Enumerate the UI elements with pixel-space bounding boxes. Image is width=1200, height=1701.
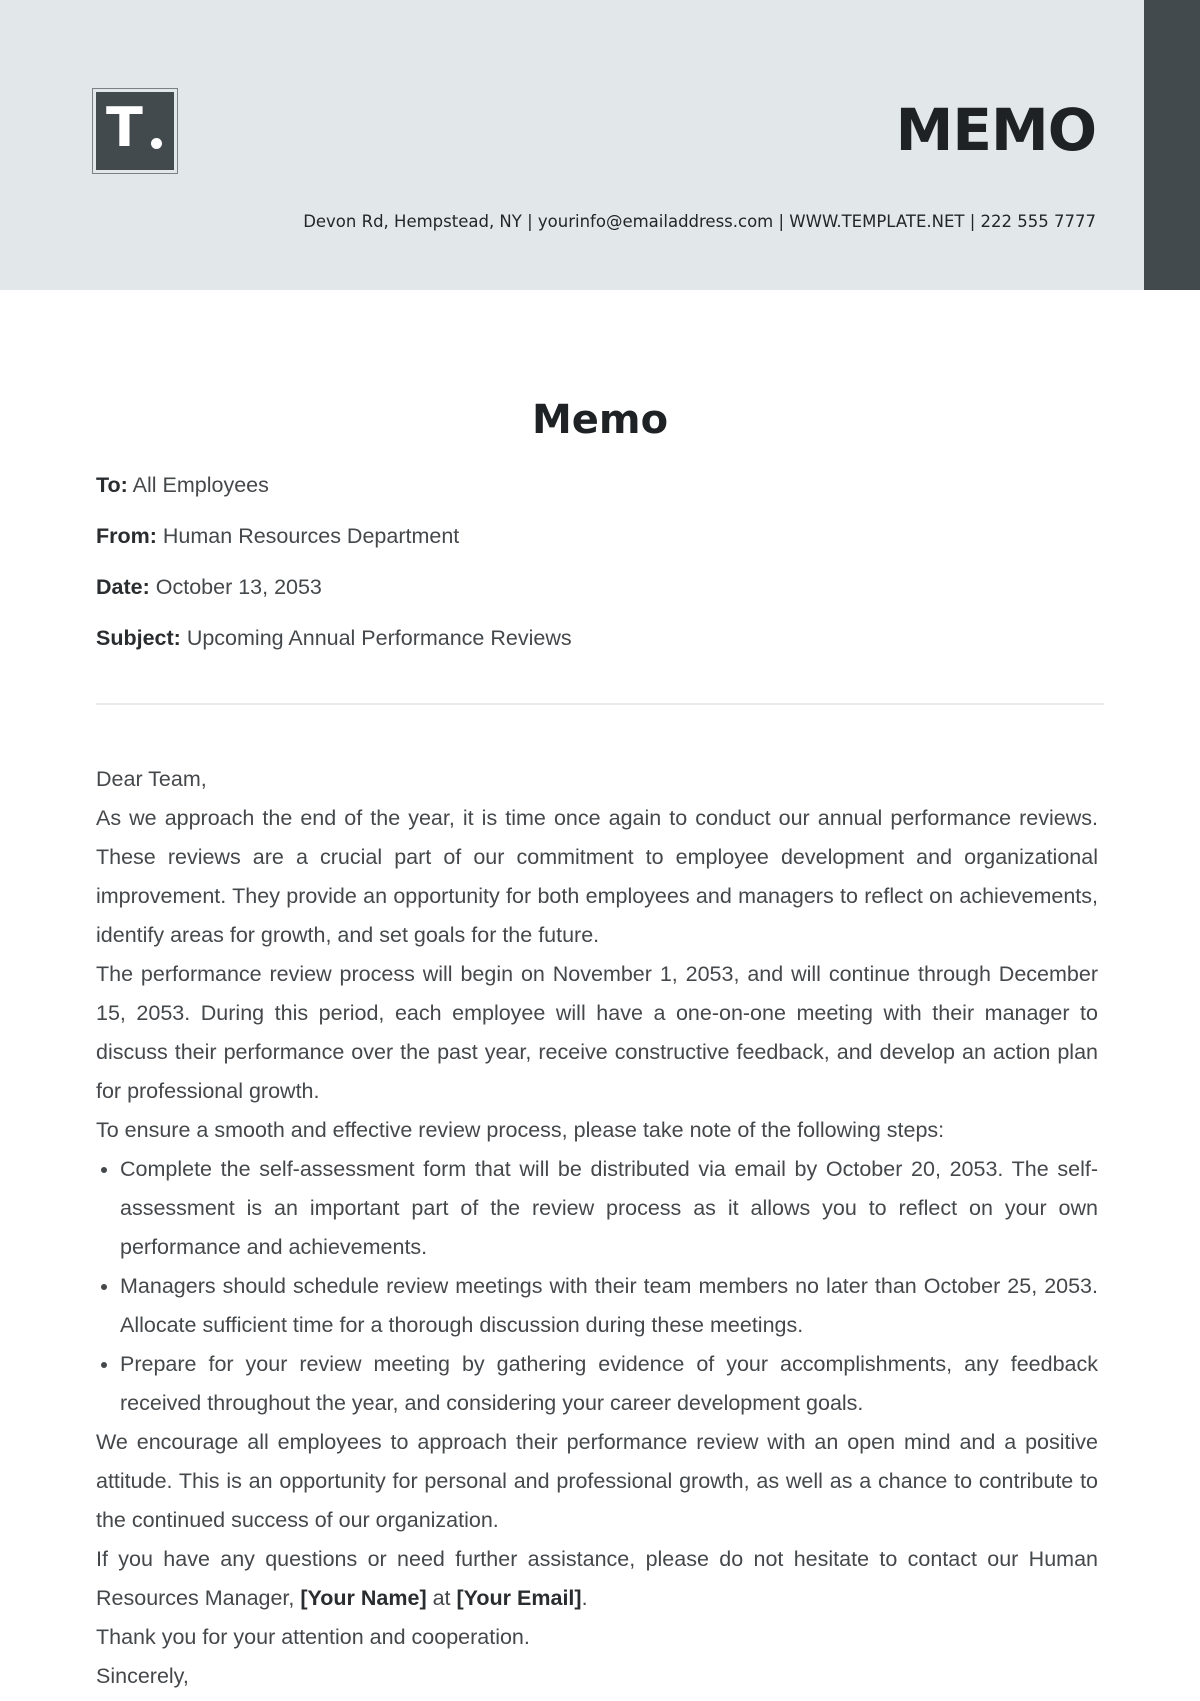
to-value: All Employees [132, 473, 269, 497]
memo-heading: MEMO [895, 96, 1096, 164]
steps-list [96, 1150, 1098, 1423]
logo-dot [151, 138, 162, 149]
from-line [96, 521, 459, 551]
paragraph-schedule: The performance review process will begin on November 1, 2053, and will continue through December 15, 2053. During this period, each employee will have a one-on-one meeting with their manager to discuss their performance over the past year, receive constructive feedback, and develop an action plan for professional growth. [96, 962, 1098, 1103]
date-line [96, 572, 322, 602]
logo-mark [96, 92, 174, 170]
placeholder-name: [Your Name] [300, 1586, 427, 1610]
thanks-line: Thank you for your attention and cooperation. [96, 1625, 530, 1649]
greeting: Dear Team, [96, 767, 207, 791]
subject-label: Subject: [96, 626, 181, 650]
to-line [96, 470, 269, 500]
paragraph-encourage: We encourage all employees to approach their performance review with an open mind and a positive attitude. This is an opportunity for personal and professional growth, as well as a chance to contribute to the continued success of our organization. [96, 1430, 1098, 1532]
subject-value: Upcoming Annual Performance Reviews [186, 626, 572, 650]
list-item: • Complete the self-assessment form that will be distributed via email by October 20, 2053. The self-assessment is an important part of the review process as it allows you to reflect on your own performance and achievements. [120, 1150, 1098, 1267]
paragraph-steps-intro: To ensure a smooth and effective review process, please take note of the following steps: [96, 1118, 945, 1142]
from-value: Human Resources Department [162, 524, 460, 548]
closing-line: Sincerely, [96, 1664, 189, 1688]
from-label: From: [96, 524, 157, 548]
contact-at: at [432, 1586, 451, 1610]
list-item: • Managers should schedule review meetings with their team members no later than October 25, 2053. Allocate sufficient time for a thorough discussion during these meetings. [120, 1267, 1098, 1345]
header-accent-stripe [1144, 0, 1200, 290]
date-label: Date: [96, 575, 150, 599]
list-item: • Prepare for your review meeting by gathering evidence of your accomplishments, any feedback received throughout the year, and considering your career development goals. [120, 1345, 1098, 1423]
placeholder-email: [Your Email] [456, 1586, 582, 1610]
contact-text: If you have any questions or need further assistance, please do not hesitate to contact our Human Resources Manager, [96, 1547, 1098, 1610]
contact-line: Devon Rd, Hempstead, NY | yourinfo@emailaddress.com | WWW.TEMPLATE.NET | 222 555 7777 [303, 212, 1096, 231]
memo-body [96, 760, 1098, 1696]
paragraph-contact [96, 1540, 1098, 1618]
to-label: To: [96, 473, 128, 497]
document-title: Memo [531, 397, 669, 443]
memo-header [0, 0, 1200, 290]
contact-end: . [581, 1586, 588, 1610]
paragraph-intro: As we approach the end of the year, it is time once again to conduct our annual performance reviews. These reviews are a crucial part of our commitment to employee development and organizational improvement. They provide an opportunity for both employees and managers to reflect on achievements, identify areas for growth, and set goals for the future. [96, 806, 1098, 947]
section-divider [96, 703, 1104, 705]
company-logo [92, 88, 178, 174]
date-value: October 13, 2053 [155, 575, 322, 599]
subject-line [96, 623, 572, 653]
logo-letter: T [106, 96, 143, 159]
